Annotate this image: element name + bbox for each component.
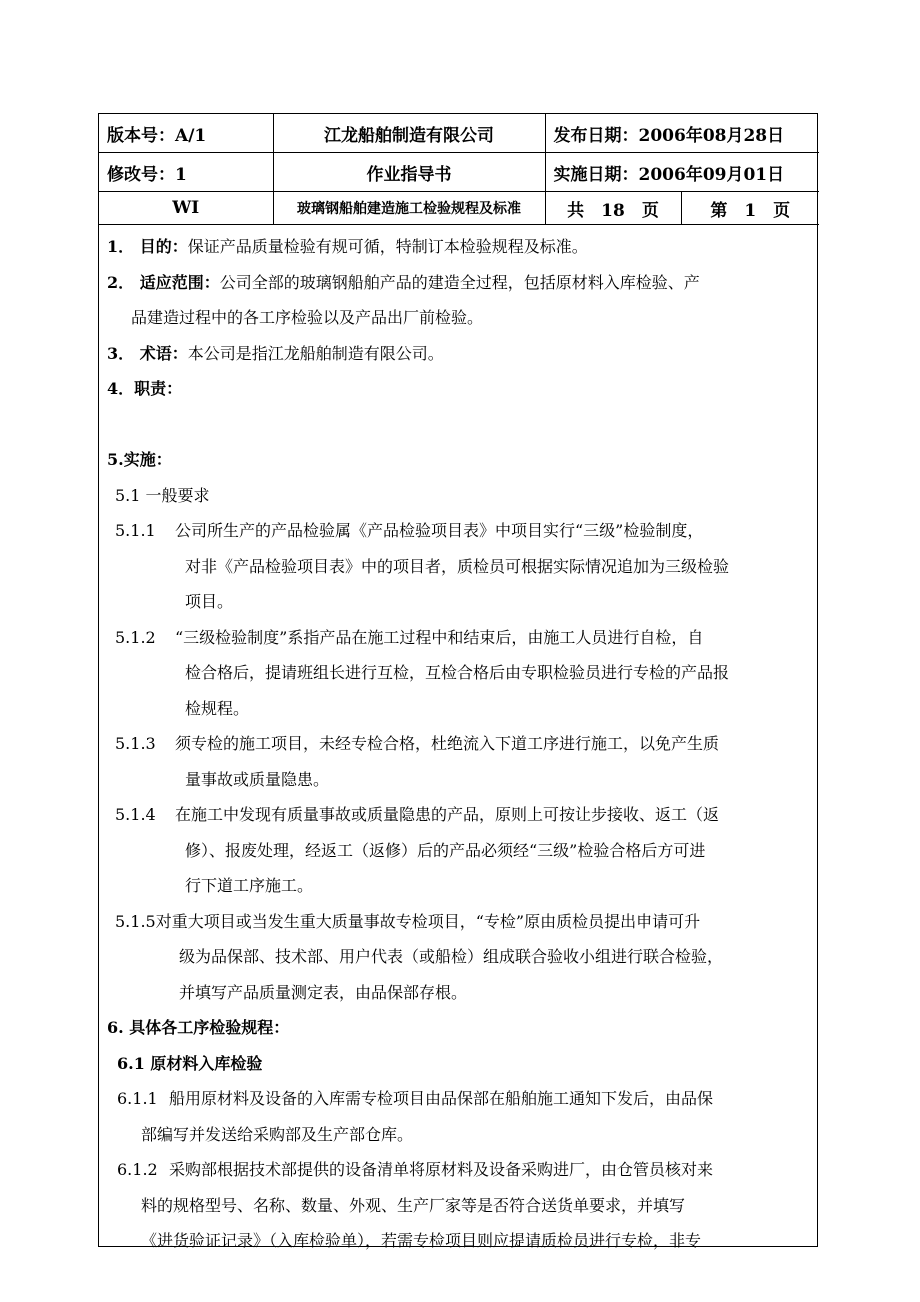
section-2-continuation: 品建造过程中的各工序检验以及产品出厂前检验。 (131, 308, 484, 327)
clause-5-1-2-line-3: 检规程。 (185, 698, 250, 718)
revision-cell: 修改号：1 (99, 153, 273, 192)
clause-5-1-2 (107, 620, 809, 727)
clause-5-1-3-line-1: 须专检的施工项目，未经专检合格，杜绝流入下道工序进行施工，以免产生质 (175, 734, 720, 753)
clause-5-1-4 (107, 797, 809, 904)
clause-5-1-3 (107, 726, 809, 797)
clause-5-1-3-line-2: 量事故或质量隐患。 (185, 769, 330, 789)
doc-code: WI (99, 192, 273, 225)
section-6-label: 6. 具体各工序检验规程： (107, 1018, 290, 1037)
section-2-text-1: 公司全部的玻璃钢船舶产品的建造全过程，包括原材料入库检验、产 (219, 272, 700, 292)
clause-5-1-1-line-1: 公司所生产的产品检验属《产品检验项目表》中项目实行“三级”检验制度， (175, 521, 704, 540)
clause-5-1-5-num: 5.1.5 (115, 911, 156, 931)
blank-line (107, 407, 809, 443)
header-table (99, 114, 819, 225)
clause-5-1-1-num: 5.1.1 (115, 521, 156, 540)
clause-6-1-2-line-1: 采购部根据技术部提供的设备清单将原材料及设备采购进厂，由仓管员核对来 (169, 1160, 714, 1179)
section-4-label: 4．职责： (107, 379, 183, 398)
section-1-text: 保证产品质量检验有规可循，特制订本检验规程及标准。 (187, 237, 588, 256)
clause-6-1-2-line-3: 《进货验证记录》（入库检验单），若需专检项目则应提请质检员进行专检，非专 (141, 1231, 702, 1250)
effective-date-cell: 实施日期：2006年09月01日 (545, 153, 819, 192)
clause-6-1-1 (107, 1081, 809, 1152)
document-body (99, 225, 817, 1259)
clause-6-1-1-num: 6.1.1 (117, 1089, 158, 1108)
clause-5-1-2-line-1: “三级检验制度”系指产品在施工过程中和结束后，由施工人员进行自检，自 (175, 627, 704, 647)
section-1 (107, 229, 809, 265)
section-6-1-label: 6.1 原材料入库检验 (117, 1053, 263, 1073)
clause-5-1-4-line-2: 修）、报废处理，经返工（返修）后的产品必须经“三级”检验合格后方可进 (185, 840, 706, 860)
section-1-label: 1． 目的： (107, 237, 188, 256)
total-pages: 共 18 页 (545, 192, 681, 225)
clause-5-1-1 (107, 513, 809, 620)
version-cell: 版本号：A/1 (99, 114, 273, 153)
clause-6-1-2-num: 6.1.2 (117, 1160, 158, 1179)
doc-title: 玻璃钢船舶建造施工检验规程及标准 (273, 192, 545, 225)
clause-5-1-1-line-2: 对非《产品检验项目表》中的项目者，质检员可根据实际情况追加为三级检验 (185, 556, 730, 576)
clause-5-1-5-line-2: 级为品保部、技术部、用户代表（或船检）组成联合验收小组进行联合检验， (179, 947, 724, 966)
clause-6-1-2 (107, 1152, 809, 1259)
clause-6-1-1-line-1: 船用原材料及设备的入库需专检项目由品保部在船舶施工通知下发后，由品保 (169, 1089, 714, 1108)
section-2 (107, 265, 809, 301)
clause-5-1-4-num: 5.1.4 (115, 805, 156, 824)
clause-5-1-2-line-2: 检合格后，提请班组长进行互检，互检合格后由专职检验员进行专检的产品报 (185, 663, 730, 682)
clause-5-1-4-line-3: 行下道工序施工。 (185, 876, 314, 895)
section-3-label: 3． 术语： (107, 343, 188, 363)
clause-5-1-1-line-3: 项目。 (185, 592, 234, 611)
clause-5-1-2-num: 5.1.2 (115, 627, 156, 647)
section-5-1: 5.1 一般要求 (115, 485, 210, 505)
section-5-label: 5.实施： (107, 450, 172, 469)
doc-type: 作业指导书 (273, 153, 545, 192)
page-number: 第 1 页 (681, 192, 819, 225)
section-3 (107, 336, 809, 372)
company-name: 江龙船舶制造有限公司 (273, 114, 545, 153)
document-frame (98, 113, 818, 1250)
clause-5-1-5-line-3: 并填写产品质量测定表，由品保部存根。 (179, 982, 468, 1002)
clause-5-1-5-line-1: 对重大项目或当发生重大质量事故专检项目，“专检”原由质检员提出申请可升 (155, 911, 701, 931)
release-date-cell: 发布日期：2006年08月28日 (545, 114, 819, 153)
section-3-text: 本公司是指江龙船舶制造有限公司。 (187, 343, 444, 363)
clause-5-1-5 (107, 904, 809, 1011)
clause-6-1-1-line-2: 部编写并发送给采购部及生产部仓库。 (141, 1124, 414, 1144)
clause-6-1-2-line-2: 料的规格型号、名称、数量、外观、生产厂家等是否符合送货单要求，并填写 (141, 1195, 686, 1215)
clause-5-1-4-line-1: 在施工中发现有质量事故或质量隐患的产品，原则上可按让步接收、返工（返 (175, 805, 720, 824)
clause-5-1-3-num: 5.1.3 (115, 734, 156, 753)
section-2-label: 2． 适应范围： (107, 272, 220, 292)
